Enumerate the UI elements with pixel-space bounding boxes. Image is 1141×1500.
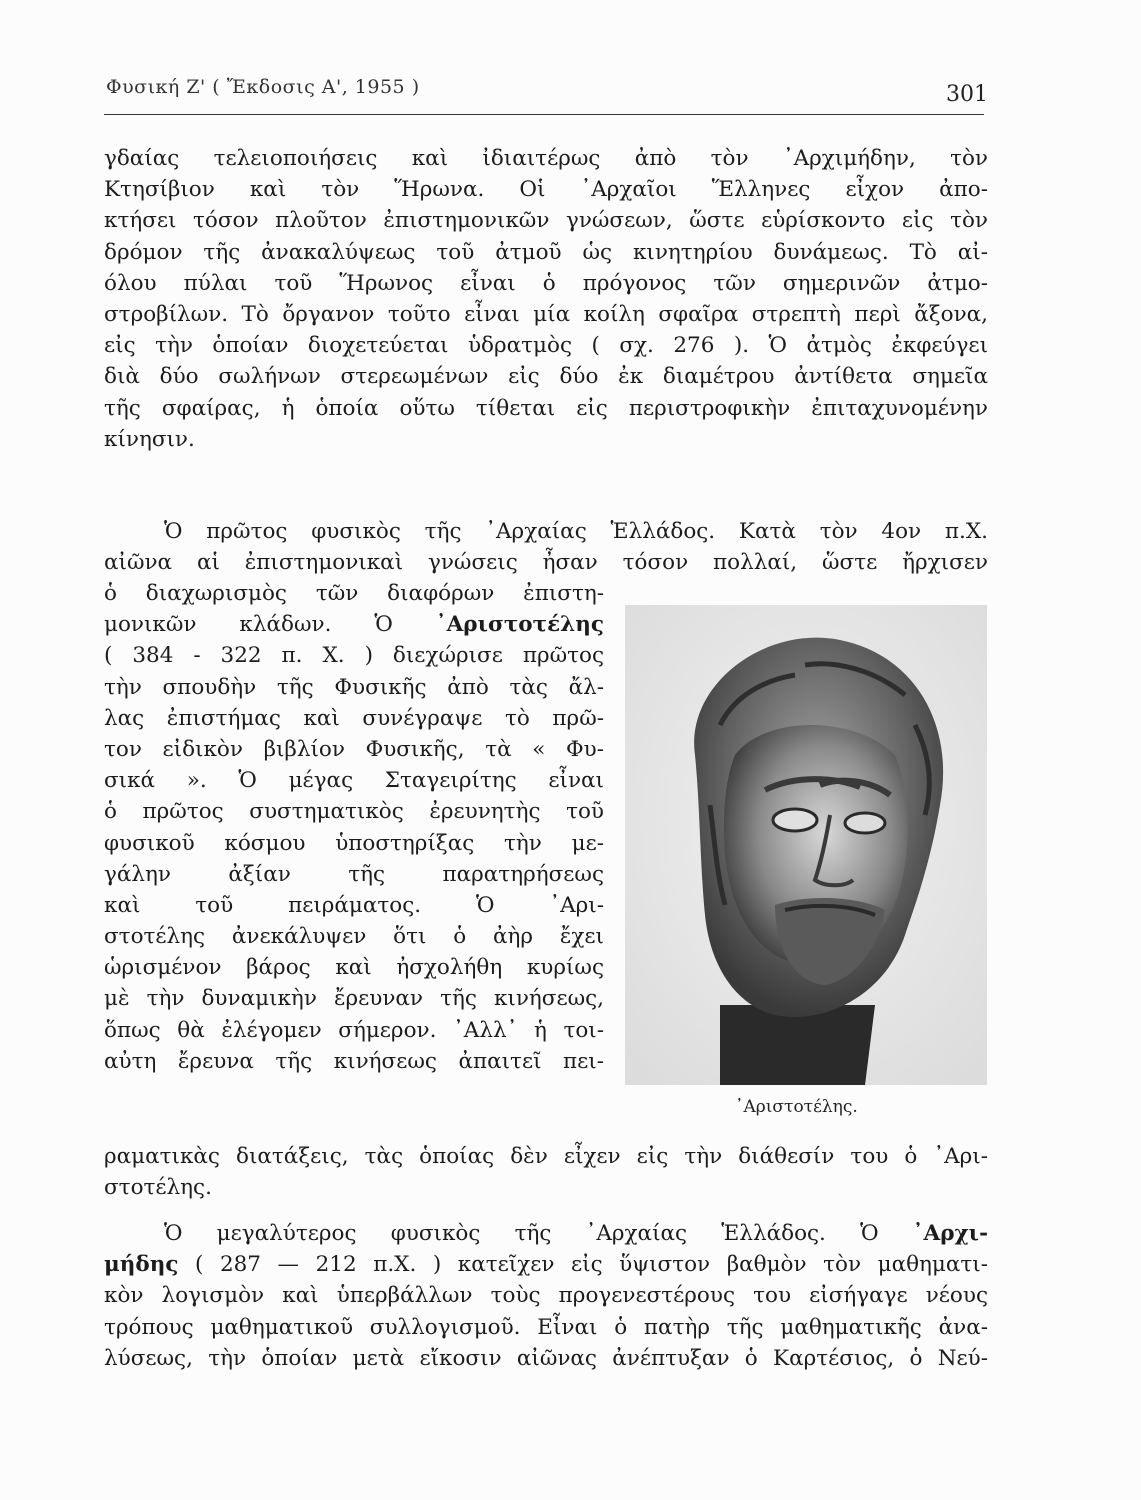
- figure-caption: ᾿Αριστοτέλης.: [735, 1097, 858, 1117]
- text-line: φυσικοῦ κόσμου ὑποστηρίξας τὴν με-: [104, 830, 604, 856]
- text-line: στροβίλων. Τὸ ὄργανον τοῦτο εἶναι μία κοίλη σφαῖρα στρεπτὴ περὶ ἄξονα,: [104, 301, 988, 327]
- text-line: γδαίας τελειοποιήσεις καὶ ἰδιαιτέρως ἀπὸ τὸν ᾿Αρχιμήδην, τὸν: [104, 146, 988, 171]
- text-line: στοτέλης.: [104, 1175, 212, 1201]
- paragraph-1: [104, 143, 988, 455]
- text-line: ὁ διαχωρισμὸς τῶν διαφόρων ἐπιστη-: [104, 581, 604, 606]
- text-line: Κτησίβιον καὶ τὸν Ἥρωνα. Οἱ ᾿Αρχαῖοι Ἕλληνες εἶχον ἀπο-: [104, 177, 988, 203]
- text-line: ὅπως θὰ ἐλέγομεν σήμερον. ᾿Αλλ᾽ ἡ τοι-: [104, 1017, 604, 1043]
- paragraph-2-intro: [104, 516, 988, 578]
- text-line: Ὁ πρῶτος φυσικὸς τῆς ᾿Αρχαίας Ἑλλάδος. Κατὰ τὸν 4ον π.Χ.: [164, 519, 988, 544]
- text-line: ὡρισμένον βάρος καὶ ἠσχολήθη κυρίως: [104, 955, 604, 981]
- text-line: διὰ δύο σωλήνων στερεωμένων εἰς δύο ἐκ διαμέτρου ἀντίθετα σημεῖα: [104, 364, 988, 390]
- text-line: τρόπους μαθηματικοῦ συλλογισμοῦ. Εἶναι ὁ πατὴρ τῆς μαθηματικῆς ἀνα-: [104, 1314, 988, 1340]
- text-segment: μονικῶν κλάδων. Ὁ: [104, 612, 393, 638]
- text-line: μὲ τὴν δυναμικὴν ἔρευναν τῆς κινήσεως,: [104, 986, 604, 1012]
- paragraph-2-tail: [104, 1141, 988, 1203]
- aristotle-name: ᾿Αριστοτέλης: [435, 612, 604, 638]
- text-segment: ( 287 — 212 π.Χ. ) κατεῖχεν εἰς ὕψιστον βαθμὸν τὸν μαθηματι-: [195, 1252, 988, 1278]
- text-line: εἰς τὴν ὁποίαν διοχετεύεται ὑδρατμὸς ( σχ. 276 ). Ὁ ἀτμὸς ἐκφεύγει: [104, 333, 988, 359]
- text-line: σικά ». Ὁ μέγας Σταγειρίτης εἶναι: [104, 768, 604, 794]
- text-line: ραματικὰς διατάξεις, τὰς ὁποίας δὲν εἶχεν εἰς τὴν διάθεσίν του ὁ ᾿Αρι-: [104, 1144, 988, 1169]
- text-segment: Ὁ μεγαλύτερος φυσικὸς τῆς ᾿Αρχαίας Ἑλλάδος. Ὁ: [164, 1221, 879, 1246]
- text-line: τὴν σπουδὴν τῆς Φυσικῆς ἀπὸ τὰς ἄλ-: [104, 674, 604, 700]
- paragraph-2-wrapped: [104, 578, 604, 1077]
- archimedes-name-part2: μήδης: [104, 1252, 179, 1278]
- aristotle-bust-figure: [625, 605, 987, 1085]
- text-line: αἰῶνα αἱ ἐπιστημονικαὶ γνώσεις ἦσαν τόσον πολλαί, ὥστε ἤρχισεν: [104, 550, 988, 576]
- text-line: γάλην ἀξίαν τῆς παρατηρήσεως: [104, 861, 604, 887]
- text-line: λας ἐπιστήμας καὶ συνέγραψε τὸ πρῶ-: [104, 705, 604, 731]
- running-title: Φυσική Ζ' ( Ἔκδοσις Α', 1955 ): [106, 76, 420, 98]
- paragraph-3: [104, 1218, 988, 1374]
- text-line: καὶ τοῦ πειράματος. Ὁ ᾿Αρι-: [104, 892, 604, 918]
- aristotle-bust-illustration: [625, 605, 987, 1085]
- text-line-with-bold: [104, 1218, 988, 1249]
- text-line: όλου πύλαι τοῦ Ἥρωνος εἶναι ὁ πρόγονος τῶν σημερινῶν ἀτμο-: [104, 270, 988, 296]
- text-line: λύσεως, τὴν ὁποίαν μετὰ εἴκοσιν αἰῶνας ἀνέπτυξαν ὁ Καρτέσιος, ὁ Νεύ-: [104, 1345, 988, 1371]
- text-line-with-bold: [104, 609, 604, 640]
- text-line: κτήσει τόσον πλοῦτον ἐπιστημονικῶν γνώσεων, ὥστε εὑρίσκοντο εἰς τὸν: [104, 208, 988, 234]
- text-line: κίνησιν.: [104, 426, 195, 452]
- text-line: τον εἰδικὸν βιβλίον Φυσικῆς, τὰ « Φυ-: [104, 736, 604, 762]
- text-line: δρόμον τῆς ἀνακαλύψεως τοῦ ἀτμοῦ ὡς κινητηρίου δυνάμεως. Τὸ αἰ-: [104, 239, 988, 265]
- text-line: αὐτη ἔρευνα τῆς κινήσεως ἀπαιτεῖ πει-: [104, 1048, 604, 1074]
- text-line: κὸν λογισμὸν καὶ ὑπερβάλλων τοὺς προγενεστέρους του εἰσήγαγε νέους: [104, 1283, 988, 1309]
- page-header: [104, 74, 988, 115]
- archimedes-name-part1: ᾿Αρχι-: [912, 1221, 988, 1246]
- text-line: ( 384 - 322 π. Χ. ) διεχώρισε πρῶτος: [104, 643, 604, 669]
- text-line-with-bold: [104, 1249, 988, 1280]
- page-number: 301: [946, 82, 988, 107]
- text-line: τῆς σφαίρας, ἡ ὁποία οὕτω τίθεται εἰς περιστροφικὴν ἐπιταχυνομένην: [104, 395, 988, 421]
- text-line: ὁ πρῶτος συστηματικὸς ἐρευνητὴς τοῦ: [104, 799, 604, 825]
- text-line: στοτέλης ἀνεκάλυψεν ὅτι ὁ ἀὴρ ἔχει: [104, 924, 604, 950]
